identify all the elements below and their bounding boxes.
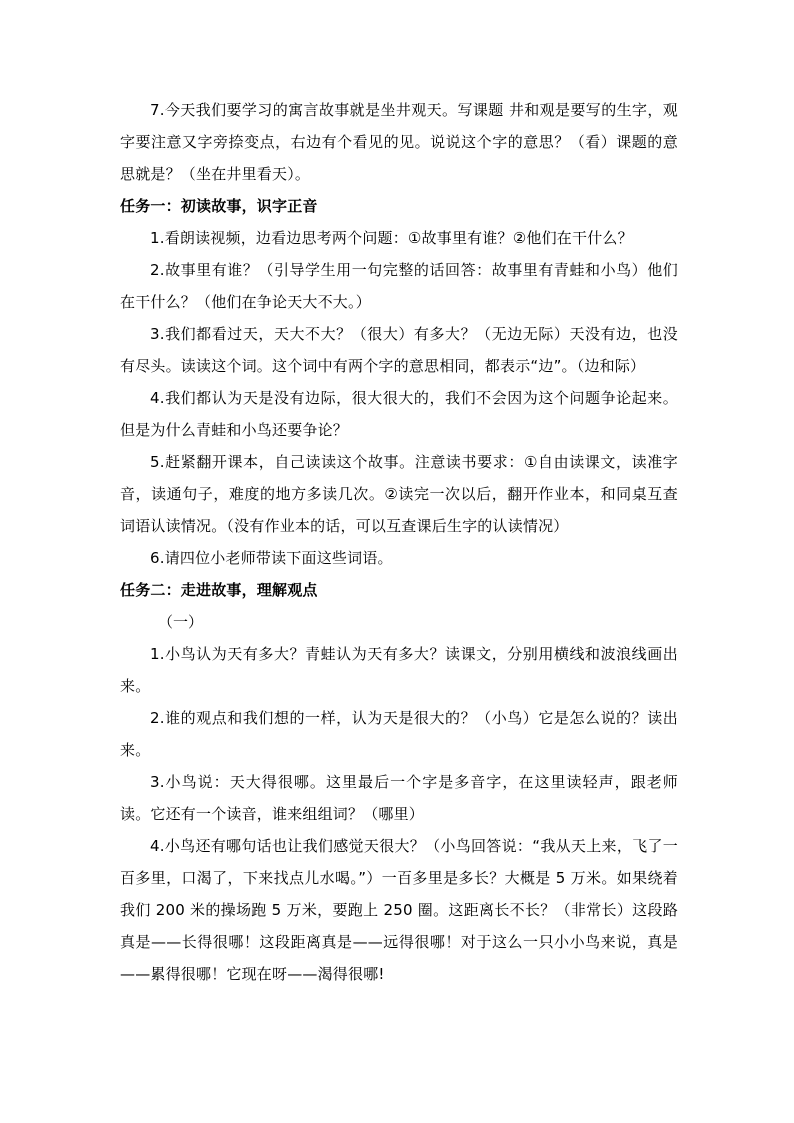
- task2-item-2: 2.谁的观点和我们想的一样，认为天是很大的？（小鸟）它是怎么说的？读出来。: [120, 709, 678, 759]
- task1-item-6: 6.请四位小老师带读下面这些词语。: [150, 549, 393, 567]
- task2-heading: 任务二：走进故事，理解观点: [120, 581, 318, 599]
- task2-subsection-label: （一）: [158, 613, 204, 631]
- task1-item-3: 3.我们都看过天，天大不大？（很大）有多大？（无边无际）天没有边，也没有尽头。读读这个词。这个词中有两个字的意思相同，都表示“边”。（边和际）: [120, 325, 678, 375]
- task1-heading: 任务一：初读故事，识字正音: [120, 197, 318, 215]
- task1-item-4: 4.我们都认为天是没有边际，很大很大的，我们不会因为这个问题争论起来。但是为什么青蛙和小鸟还要争论？: [120, 389, 678, 439]
- task1-item-5: 5.赶紧翻开课本，自己读读这个故事。注意读书要求：①自由读课文，读准字音，读通句子，难度的地方多读几次。②读完一次以后，翻开作业本，和同桌互查词语认读情况。（没有作业本的话，可以互查课后生字的认读情况）: [120, 453, 678, 535]
- document-page: [120, 94, 678, 990]
- task1-item-2: 2.故事里有谁？（引导学生用一句完整的话回答：故事里有青蛙和小鸟）他们在干什么？（他们在争论天大不大。）: [120, 261, 678, 311]
- task1-item-1: 1.看朗读视频，边看边思考两个问题：①故事里有谁？②他们在干什么？: [150, 229, 633, 247]
- task2-item-3: 3.小鸟说：天大得很哪。这里最后一个字是多音字，在这里读轻声，跟老师读。它还有一个读音，谁来组组词？（哪里）: [120, 773, 678, 823]
- task2-item-1: 1.小鸟认为天有多大？青蛙认为天有多大？读课文，分别用横线和波浪线画出来。: [120, 645, 678, 695]
- intro-paragraph: 7.今天我们要学习的寓言故事就是坐井观天。写课题 井和观是要写的生字，观字要注意又字旁捺变点，右边有个看见的见。说说这个字的意思？（看）课题的意思就是？（坐在井里看天）。: [120, 101, 678, 183]
- task2-item-4: 4.小鸟还有哪句话也让我们感觉天很大？（小鸟回答说：“我从天上来，飞了一百多里，口渴了，下来找点儿水喝。”）一百多里是多长？大概是 5 万米。如果绕着我们 200 米的操场跑 5 万米，要跑上 250 圈。这距离长不长？（非常长）这段路真是——长得很哪！这段距离真是——远得很哪！对于这么一只小小鸟来说，真是——累得很哪！它现在呀——渴得很哪!: [120, 837, 678, 983]
